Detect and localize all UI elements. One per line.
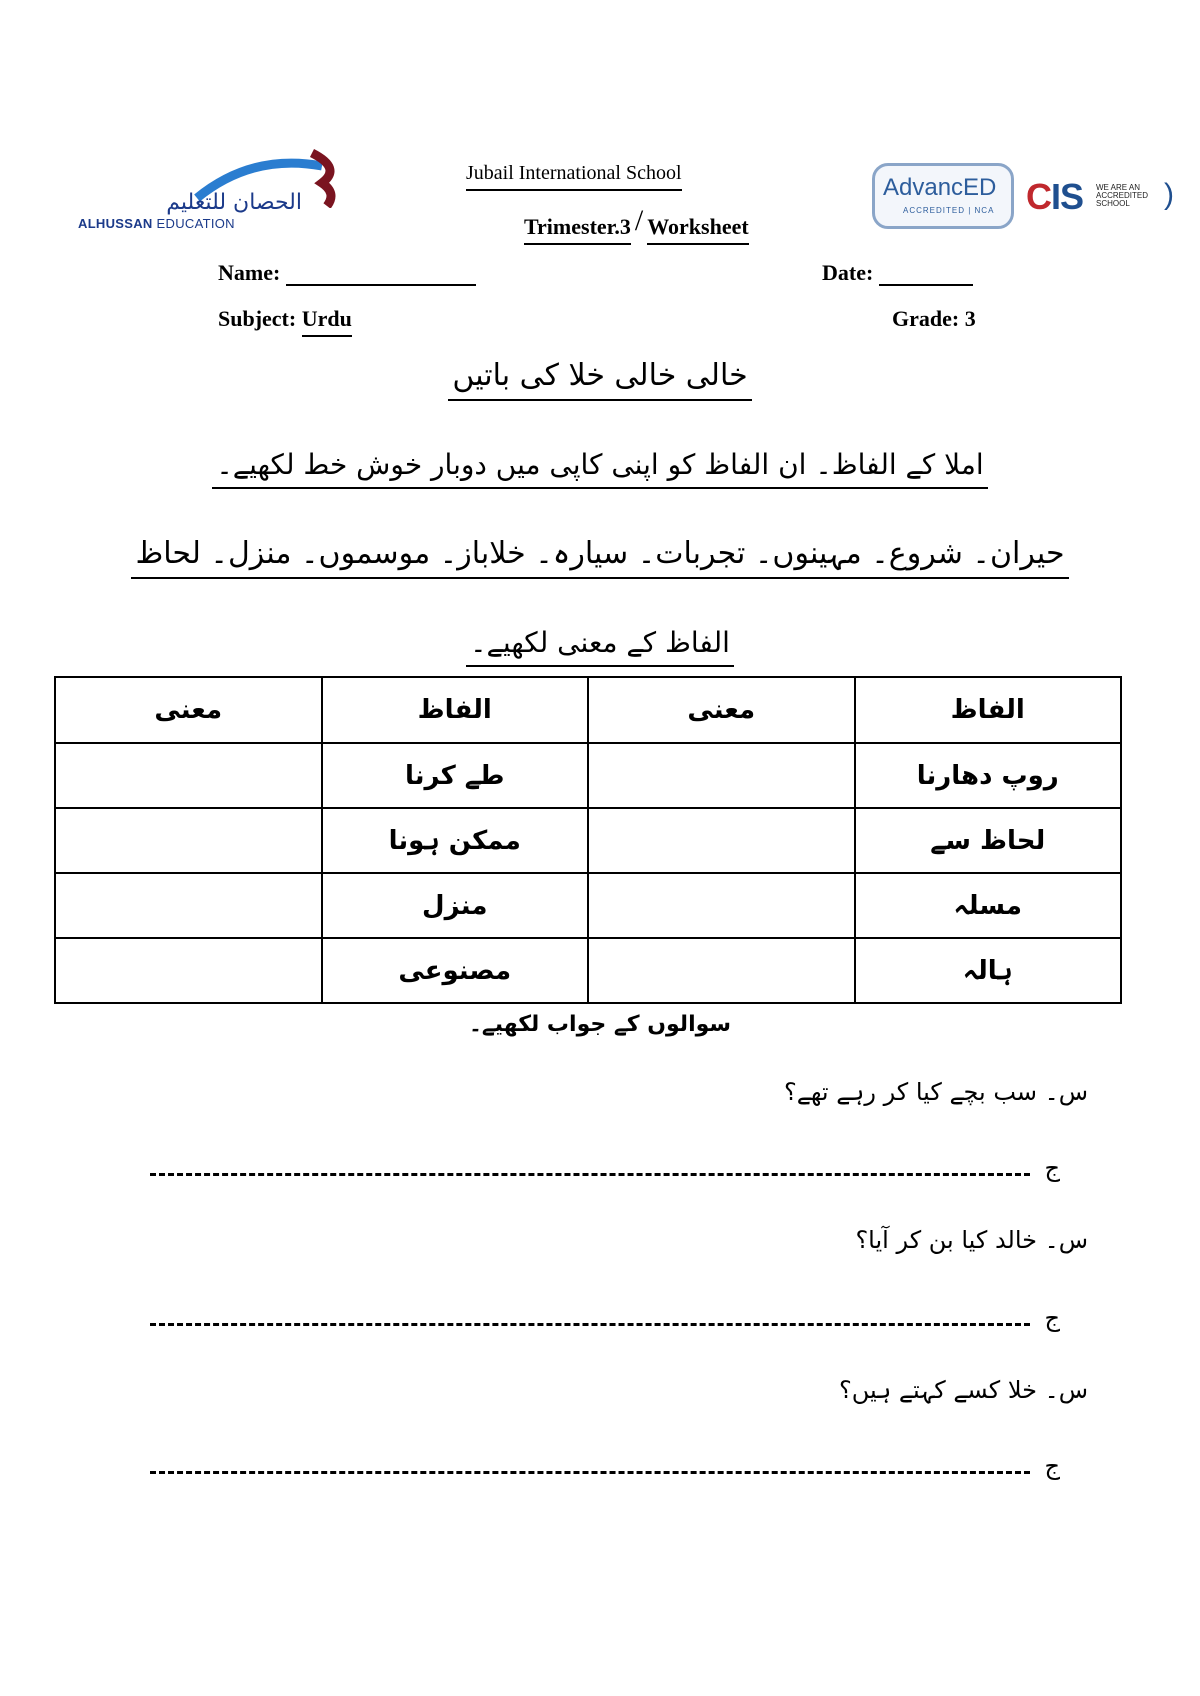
answer-line-3[interactable] — [150, 1450, 1060, 1480]
answer-line-2[interactable] — [150, 1302, 1060, 1332]
answer-dash-line — [150, 1173, 1030, 1176]
name-field — [218, 258, 476, 286]
grade-label: Grade: 3 — [892, 306, 976, 331]
heading-slash: / — [634, 204, 644, 237]
word-cell: منزل — [322, 873, 589, 938]
answer-dash-line — [150, 1471, 1030, 1474]
name-label: Name: — [218, 260, 281, 285]
date-label: Date: — [822, 260, 874, 285]
answer-label: ج — [1044, 1452, 1060, 1480]
cis-logo-caption: WE ARE AN ACCREDITED SCHOOL — [1096, 183, 1149, 208]
subject-value: Urdu — [302, 306, 352, 337]
table-row — [55, 743, 1121, 808]
meanings-table — [54, 676, 1122, 1004]
answer-dash-line — [150, 1323, 1030, 1326]
table-header-cell: معنی — [55, 677, 322, 743]
meaning-cell[interactable] — [588, 743, 855, 808]
word-cell: ممکن ہونا — [322, 808, 589, 873]
date-field — [822, 258, 973, 286]
table-row — [55, 873, 1121, 938]
name-blank[interactable] — [286, 258, 476, 286]
table-row — [55, 808, 1121, 873]
worksheet-heading — [524, 204, 749, 242]
alhussan-logo — [72, 148, 302, 233]
cis-logo-paren: ) — [1164, 178, 1174, 211]
subject-field — [218, 306, 352, 332]
meaning-cell[interactable] — [55, 743, 322, 808]
table-header-cell: معنی — [588, 677, 855, 743]
advanced-logo — [872, 163, 1014, 229]
cis-logo-letters: CIS — [1026, 176, 1084, 217]
question-3: س۔ خلا کسے کہتے ہیں؟ — [838, 1376, 1088, 1404]
table-header-cell: الفاظ — [855, 677, 1122, 743]
table-row — [55, 938, 1121, 1003]
table-header-cell: الفاظ — [322, 677, 589, 743]
worksheet-label: Worksheet — [647, 214, 748, 245]
logo-english-text: ALHUSSAN EDUCATION — [78, 216, 235, 231]
dictation-instruction: املا کے الفاظ۔ ان الفاظ کو اپنی کاپی میں دوبار خوش خط لکھیے۔ — [0, 448, 1200, 489]
question-2: س۔ خالد کیا بن کر آیا؟ — [855, 1226, 1088, 1254]
date-blank[interactable] — [879, 258, 973, 286]
subject-label: Subject: — [218, 306, 297, 331]
word-cell: مصنوعی — [322, 938, 589, 1003]
advanced-logo-subtitle: ACCREDITED | NCA — [903, 206, 995, 215]
word-cell: روپ دھارنا — [855, 743, 1122, 808]
advanced-logo-title: AdvancED — [883, 174, 997, 201]
meaning-cell[interactable] — [588, 808, 855, 873]
word-cell: مسلہ — [855, 873, 1122, 938]
meaning-cell[interactable] — [55, 808, 322, 873]
table-header-row — [55, 677, 1121, 743]
meaning-cell[interactable] — [588, 938, 855, 1003]
word-cell: طے کرنا — [322, 743, 589, 808]
answer-label: ج — [1044, 1154, 1060, 1182]
cis-logo — [1026, 178, 1176, 218]
meaning-cell[interactable] — [55, 938, 322, 1003]
questions-instruction: سوالوں کے جواب لکھیے۔ — [468, 1012, 732, 1037]
meanings-instruction: الفاظ کے معنی لکھیے۔ — [0, 626, 1200, 667]
logo-arabic-text: الحصان للتعليم — [166, 190, 302, 215]
worksheet-title: خالی خالی خلا کی باتیں — [0, 358, 1200, 401]
question-1: س۔ سب بچے کیا کر رہے تھے؟ — [784, 1078, 1088, 1106]
answer-label: ج — [1044, 1304, 1060, 1332]
trimester-label: Trimester.3 — [524, 214, 631, 245]
word-cell: لحاظ سے — [855, 808, 1122, 873]
answer-line-1[interactable] — [150, 1152, 1060, 1182]
word-cell: ہالہ — [855, 938, 1122, 1003]
spelling-words: حیران۔ شروع۔ مہینوں۔ تجربات۔ سیارہ۔ خلاباز۔ موسموں۔ منزل۔ لحاظ — [0, 536, 1200, 579]
meaning-cell[interactable] — [55, 873, 322, 938]
school-name: Jubail International School — [466, 162, 682, 191]
meaning-cell[interactable] — [588, 873, 855, 938]
